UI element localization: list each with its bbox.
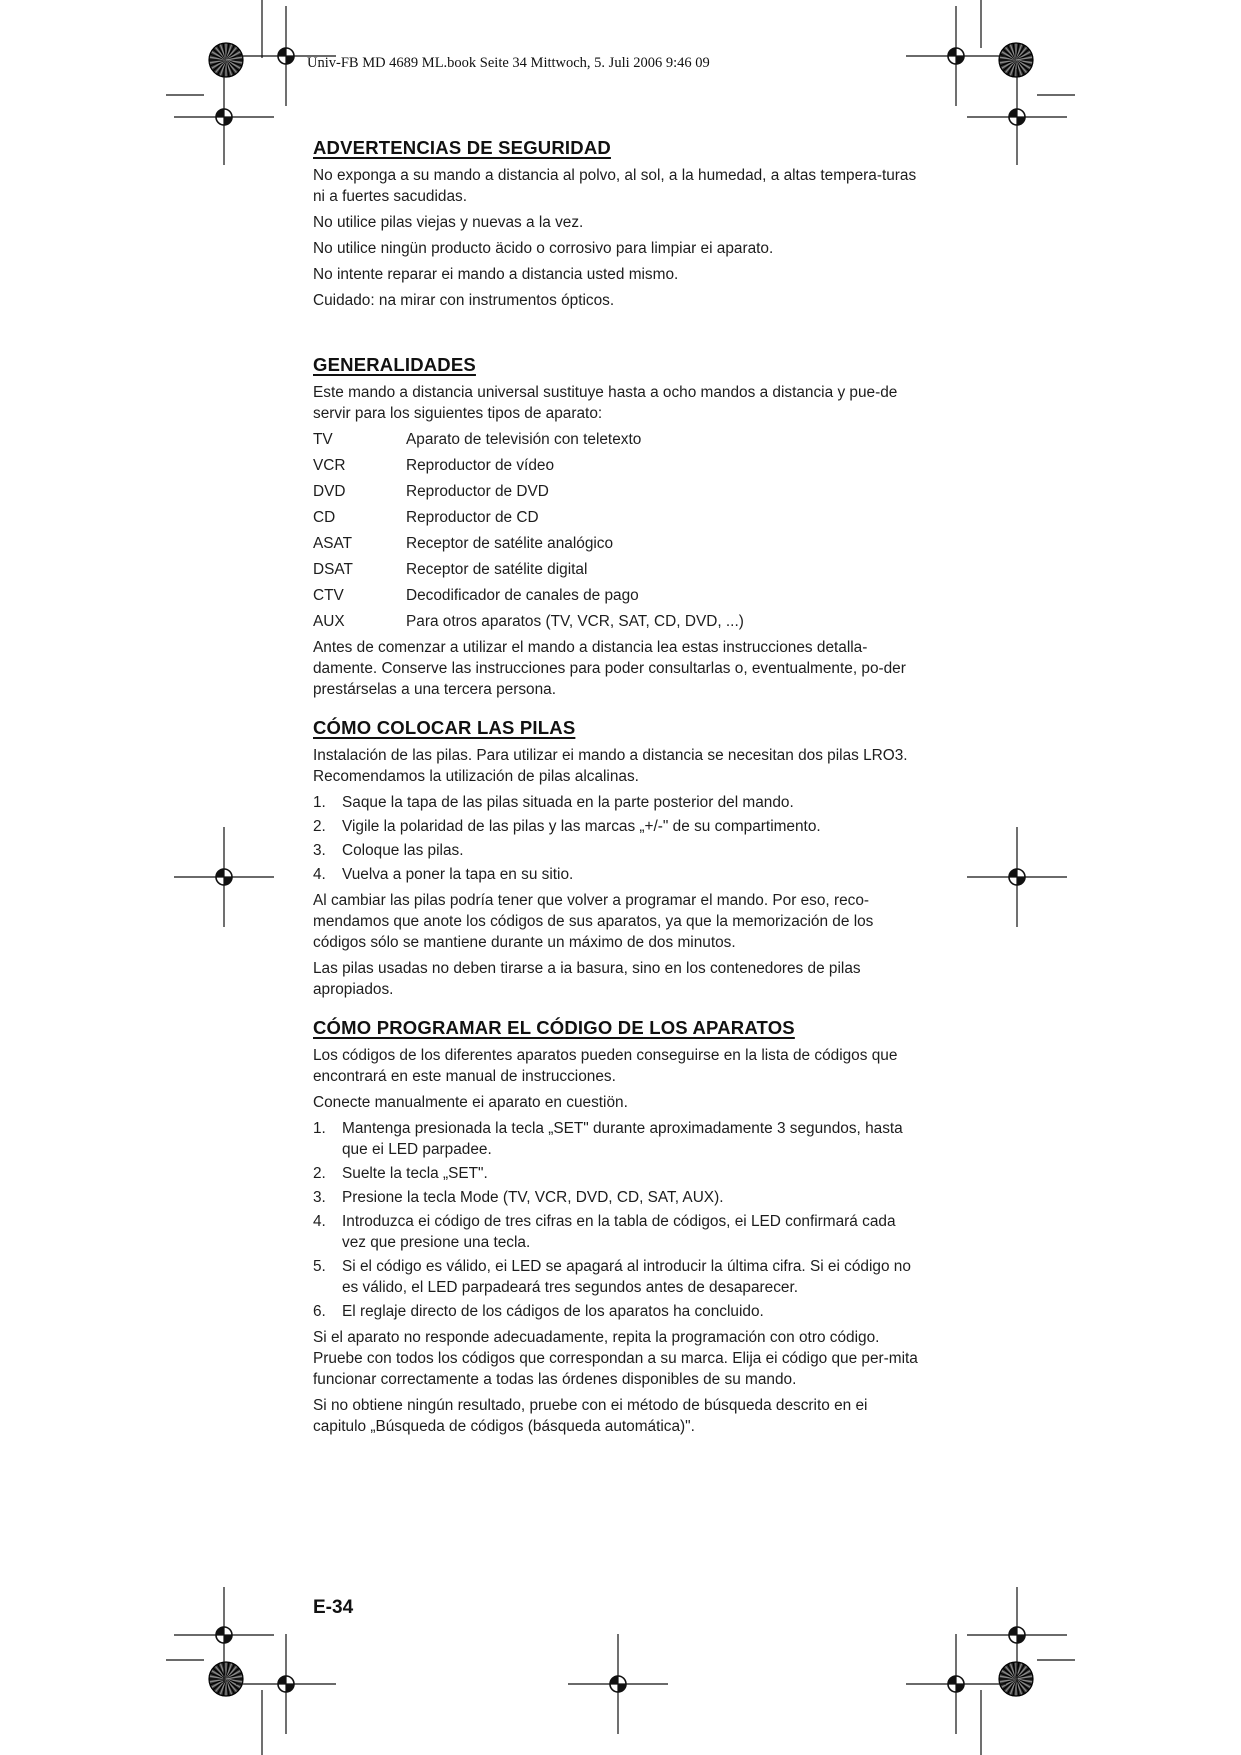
step-number: 5.	[313, 1258, 326, 1275]
step-text: Coloque las pilas.	[342, 842, 464, 859]
warning-paragraph: No utilice ningün producto äcido o corrosivo para limpiar ei aparato.	[313, 240, 774, 257]
page-number: E-34	[313, 1597, 354, 1618]
list-item	[313, 864, 923, 885]
list-item	[313, 1187, 923, 1208]
list-item	[313, 1118, 923, 1160]
device-desc: Reproductor de CD	[406, 509, 539, 526]
list-item	[313, 1301, 923, 1322]
device-code: CTV	[313, 587, 344, 604]
step-text: Presione la tecla Mode (TV, VCR, DVD, CD, SAT, AUX).	[342, 1189, 724, 1206]
device-desc: Decodificador de canales de pago	[406, 587, 639, 604]
step-text: Vigile la polaridad de las pilas y las marcas „+/-" de su compartimento.	[342, 818, 821, 835]
section-title: CÓMO COLOCAR LAS PILAS	[313, 717, 576, 738]
warning-paragraph: Cuidado: na mirar con instrumentos ópticos.	[313, 292, 615, 309]
battery-steps	[313, 792, 923, 885]
device-list	[313, 429, 923, 637]
print-header: Univ-FB MD 4689 ML.book Seite 34 Mittwoch, 5. Juli 2006 9:46 09	[307, 55, 710, 71]
device-code: VCR	[313, 457, 346, 474]
device-desc: Aparato de televisión con teletexto	[406, 431, 642, 448]
device-row	[313, 429, 923, 455]
section-pilas	[313, 717, 923, 1005]
list-item	[313, 1256, 923, 1298]
device-code: ASAT	[313, 535, 353, 552]
list-item	[313, 792, 923, 813]
section-title: ADVERTENCIAS DE SEGURIDAD	[313, 137, 611, 158]
step-number: 3.	[313, 1189, 326, 1206]
device-code: TV	[313, 431, 333, 448]
outro-paragraph: Antes de comenzar a utilizar el mando a distancia lea estas instrucciones detalla-damente. Conserve las instrucciones para poder consultarlas o, eventualmente, po-der prestárselas a una tercera persona.	[313, 639, 906, 698]
device-desc: Para otros aparatos (TV, VCR, SAT, CD, DVD, ...)	[406, 613, 744, 630]
intro-paragraph: Este mando a distancia universal sustituye hasta a ocho mandos a distancia y pue-de servir para los siguientes tipos de aparato:	[313, 384, 898, 422]
section-generalidades	[313, 354, 923, 705]
step-number: 1.	[313, 794, 326, 811]
programming-steps	[313, 1118, 923, 1322]
step-number: 3.	[313, 842, 326, 859]
device-desc: Reproductor de DVD	[406, 483, 549, 500]
intro-paragraph: Los códigos de los diferentes aparatos pueden conseguirse en la lista de códigos que encontrará en este manual de instrucciones.	[313, 1047, 898, 1085]
step-text: Saque la tapa de las pilas situada en la parte posterior del mando.	[342, 794, 794, 811]
device-row	[313, 559, 923, 585]
list-item	[313, 1163, 923, 1184]
device-row	[313, 507, 923, 533]
section-title: GENERALIDADES	[313, 354, 476, 375]
warning-paragraph: No exponga a su mando a distancia al polvo, al sol, a la humedad, a altas tempera-turas ni a fuertes sacudidas.	[313, 167, 917, 205]
step-number: 6.	[313, 1303, 326, 1320]
device-code: AUX	[313, 613, 345, 630]
list-item	[313, 1211, 923, 1253]
list-item	[313, 816, 923, 837]
step-number: 4.	[313, 1213, 326, 1230]
step-number: 4.	[313, 866, 326, 883]
intro-paragraph: Conecte manualmente ei aparato en cuestiön.	[313, 1094, 628, 1111]
step-text: Vuelva a poner la tapa en su sitio.	[342, 866, 574, 883]
device-code: CD	[313, 509, 336, 526]
section-programar	[313, 1017, 923, 1442]
body-paragraph: Si no obtiene ningún resultado, pruebe con ei método de búsqueda descrito en ei capitulo „Búsqueda de códigos (básqueda automática)".	[313, 1397, 868, 1435]
device-row	[313, 455, 923, 481]
body-paragraph: Al cambiar las pilas podría tener que volver a programar el mando. Por eso, reco-mendamos que anote los códigos de sus aparatos, ya que la memorización de los códigos sólo se mantiene durante un máximo de dos minutos.	[313, 892, 874, 951]
step-text: Introduzca ei código de tres cifras en la tabla de códigos, ei LED confirmará cada vez que presione una tecla.	[342, 1213, 896, 1251]
step-text: El reglaje directo de los cádigos de los aparatos ha concluido.	[342, 1303, 764, 1320]
device-desc: Reproductor de vídeo	[406, 457, 555, 474]
device-row	[313, 481, 923, 507]
section-title: CÓMO PROGRAMAR EL CÓDIGO DE LOS APARATOS	[313, 1017, 795, 1038]
body-paragraph: Si el aparato no responde adecuadamente, repita la programación con otro código. Pruebe con todos los códigos que correspondan a su marca. Elija ei código que per-mita funcionar correctamente a todas las órdenes disponibles de su mando.	[313, 1329, 918, 1388]
step-text: Si el código es válido, ei LED se apagará al introducir la última cifra. Si ei código no es válido, el LED parpadeará tres segundos antes de desaparecer.	[342, 1258, 911, 1296]
list-item	[313, 840, 923, 861]
section-advertencias	[313, 137, 923, 316]
step-number: 1.	[313, 1120, 326, 1137]
warning-paragraph: No utilice pilas viejas y nuevas a la vez.	[313, 214, 584, 231]
device-code: DSAT	[313, 561, 353, 578]
device-code: DVD	[313, 483, 346, 500]
device-row	[313, 533, 923, 559]
step-number: 2.	[313, 1165, 326, 1182]
device-desc: Receptor de satélite analógico	[406, 535, 614, 552]
warning-paragraph: No intente reparar ei mando a distancia usted mismo.	[313, 266, 679, 283]
body-paragraph: Las pilas usadas no deben tirarse a ia basura, sino en los contenedores de pilas apropiados.	[313, 960, 861, 998]
device-desc: Receptor de satélite digital	[406, 561, 588, 578]
step-text: Mantenga presionada la tecla „SET" durante aproximadamente 3 segundos, hasta que ei LED parpadee.	[342, 1120, 903, 1158]
intro-paragraph: Instalación de las pilas. Para utilizar ei mando a distancia se necesitan dos pilas LRO3. Recomendamos la utilización de pilas alcalinas.	[313, 747, 908, 785]
device-row	[313, 611, 923, 637]
step-text: Suelte la tecla „SET".	[342, 1165, 488, 1182]
step-number: 2.	[313, 818, 326, 835]
device-row	[313, 585, 923, 611]
